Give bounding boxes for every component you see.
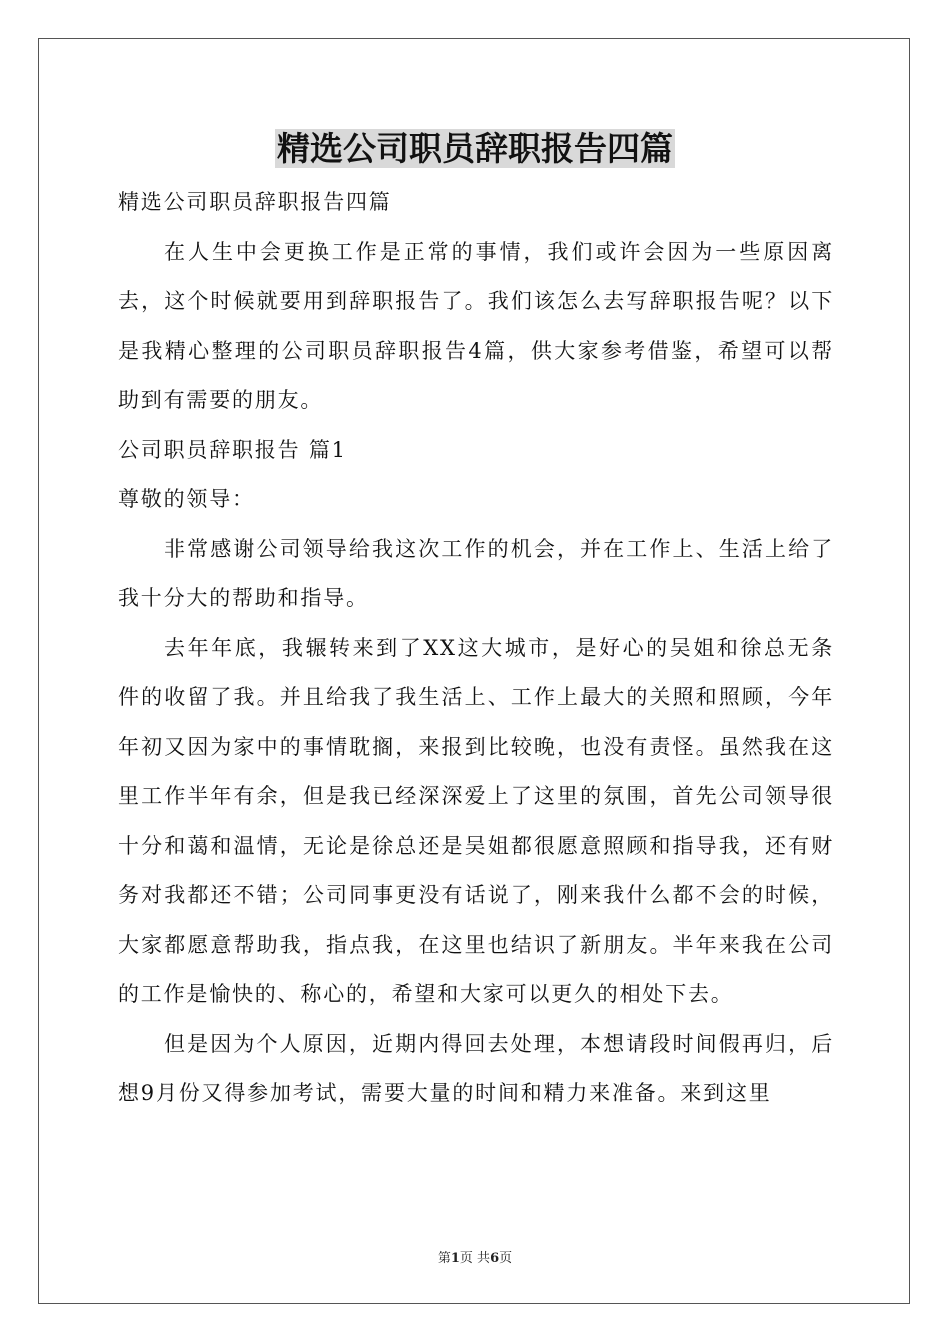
paragraph-subtitle: 精选公司职员辞职报告四篇 [118, 190, 392, 214]
page-prefix: 第 [437, 1251, 451, 1266]
page-footer [0, 1247, 950, 1266]
page-mid: 页 共 [459, 1251, 491, 1266]
document-title-text: 精选公司职员辞职报告四篇 [277, 129, 673, 168]
document-body [118, 178, 834, 1119]
paragraph: 但是因为个人原因，近期内得回去处理，本想请段时间假再归，后想9月份又得参加考试，需要大量的时间和精力来准备。来到这里 [118, 1031, 834, 1105]
current-page-number: 1 [450, 1251, 460, 1266]
document-title [0, 126, 950, 172]
paragraph: 非常感谢公司领导给我这次工作的机会，并在工作上、生活上给了我十分大的帮助和指导。 [118, 536, 834, 610]
paragraph-intro: 在人生中会更换工作是正常的事情，我们或许会因为一些原因离去，这个时候就要用到辞职报告了。我们该怎么去写辞职报告呢？以下是我精心整理的公司职员辞职报告4篇，供大家参考借鉴，希望可以帮助到有需要的朋友。 [118, 239, 834, 412]
paragraph: 去年年底，我辗转来到了XX这大城市，是好心的吴姐和徐总无条件的收留了我。并且给我了我生活上、工作上最大的关照和照顾，今年年初又因为家中的事情耽搁，来报到比较晚，也没有责怪。虽然我在这里工作半年有余，但是我已经深深爱上了这里的氛围，首先公司领导很十分和蔼和温情，无论是徐总还是吴姐都很愿意照顾和指导我，还有财务对我都还不错；公司同事更没有话说了，刚来我什么都不会的时候，大家都愿意帮助我，指点我，在这里也结识了新朋友。半年来我在公司的工作是愉快的、称心的，希望和大家可以更久的相处下去。 [118, 635, 834, 1006]
total-page-number: 6 [490, 1251, 500, 1266]
salutation: 尊敬的领导： [118, 487, 255, 511]
page-suffix: 页 [499, 1251, 513, 1266]
section-heading: 公司职员辞职报告 篇1 [118, 437, 347, 462]
